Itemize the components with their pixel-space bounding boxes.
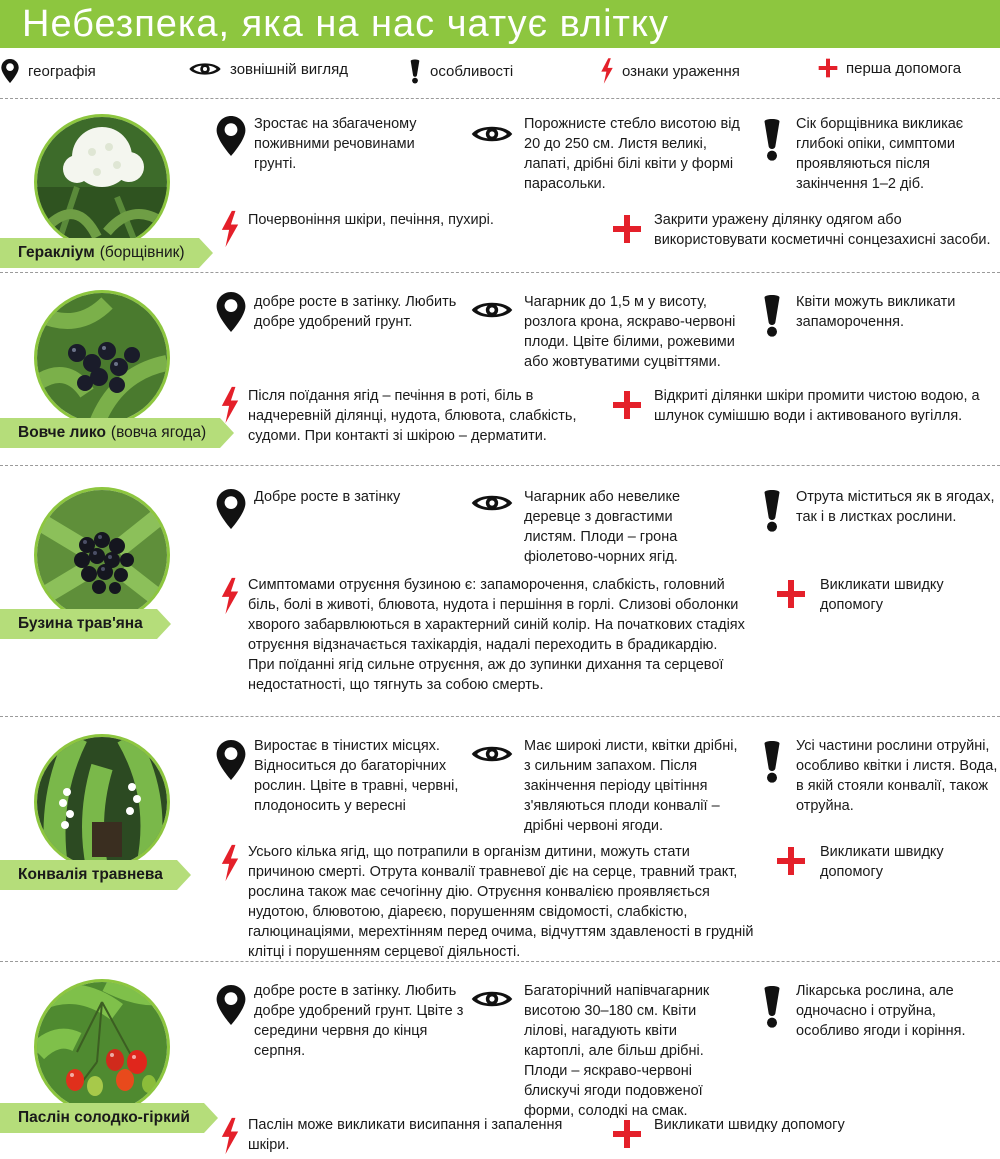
- first-aid-text: Викликати швидку допомогу: [654, 1117, 845, 1133]
- first-aid-text: Закрити уражену ділянку одягом або використовувати косметичні сонцезахисні засоби.: [654, 212, 991, 248]
- lightning-icon: [220, 1117, 240, 1155]
- red-cross-icon: [776, 579, 806, 609]
- symptoms-text: Почервоніння шкіри, печіння, пухирі.: [248, 212, 494, 228]
- symptoms-text: Симптомами отруєння бузиною є: запаморочення, слабкість, головний біль, болі в животі, блювота, нудота і першіння в горлі. Слизові оболонки хворого забарвлюються в характерний синій колір. На початкових стадіях отруєння відзначається тахікардія, надалі переходить в брадикардію. При поїданні ягід сильне отруєння, аж до зупинки дихання та серцевої недостатності, що тягнуть за собою смерть.: [248, 577, 745, 693]
- first-aid-text: Відкриті ділянки шкіри промити чистою водою, а шлунок сумішшю води і активованого вугілля.: [654, 388, 980, 424]
- location-pin-icon: [215, 290, 247, 334]
- plant-section-bittersweet-nightshade: [0, 963, 1000, 1159]
- lightning-icon: [220, 386, 240, 424]
- divider: [0, 272, 1000, 273]
- plant-name: Конвалія травнева: [18, 866, 163, 883]
- appearance-text: Багаторічний напівчагарник висотою 30–180 см. Квіти лілові, нагадують квіти картоплі, але більш дрібні. Плоди – яскраво-червоні блискучі ягоди подовженої форми, солодкі на смак.: [524, 983, 710, 1119]
- plant-name-ribbon: [0, 238, 199, 268]
- legend-item-first-aid: [818, 58, 961, 78]
- location-pin-icon: [215, 738, 247, 782]
- plant-section-heracleum: [0, 100, 1000, 272]
- geography-text: добре росте в затінку. Любить добре удобрений грунт.: [254, 294, 457, 330]
- features-text: Квіти можуть викликати запаморочення.: [796, 294, 956, 330]
- geography-text: Зростає на збагаченому поживними речовинами грунті.: [254, 116, 417, 172]
- lightning-icon: [220, 844, 240, 882]
- first-aid-text: Викликати швидку допомогу: [820, 844, 944, 880]
- divider: [0, 716, 1000, 717]
- exclamation-icon: [762, 983, 782, 1029]
- lightning-icon: [220, 210, 240, 248]
- features-text: Усі частини рослини отруйні, особливо квітки і листя. Вода, в якій стояли конвалії, також отруйна.: [796, 738, 998, 814]
- legend-label: ознаки ураження: [622, 62, 740, 80]
- plant-section-daphne: [0, 274, 1000, 464]
- red-cross-icon: [818, 58, 838, 78]
- divider: [0, 465, 1000, 466]
- location-pin-icon: [215, 983, 247, 1027]
- appearance-text: Порожнисте стебло висотою від 20 до 250 см. Листя великі, лапаті, дрібні білі квіти у формі парасольки.: [524, 116, 740, 192]
- legend-item-features: [408, 58, 513, 84]
- plant-photo-daphne: [34, 290, 170, 426]
- red-cross-icon: [612, 1119, 642, 1149]
- appearance-text: Чагарник або невелике деревце з довгастими листям. Плоди – грона фіолетово-чорних ягід.: [524, 489, 681, 565]
- red-cross-icon: [612, 390, 642, 420]
- plant-name: Бузина трав'яна: [18, 615, 143, 632]
- plant-name-ribbon: [0, 860, 177, 890]
- exclamation-icon: [762, 116, 782, 162]
- plant-name-ribbon: [0, 1103, 204, 1133]
- plant-photo-heracleum: [34, 114, 170, 250]
- legend-label: географія: [28, 62, 96, 80]
- divider: [0, 961, 1000, 962]
- exclamation-icon: [762, 292, 782, 338]
- location-pin-icon: [0, 58, 20, 84]
- legend-label: перша допомога: [846, 59, 962, 77]
- location-pin-icon: [215, 114, 247, 158]
- legend-label: зовнішній вигляд: [230, 60, 348, 78]
- plant-name: Паслін солодко-гіркий: [18, 1109, 190, 1126]
- plant-alt-name: (вовча ягода): [110, 424, 207, 441]
- plant-name-ribbon: [0, 609, 157, 639]
- plant-name: Геракліум: [18, 244, 95, 261]
- plant-name: Вовче лико: [18, 424, 106, 441]
- exclamation-icon: [762, 738, 782, 784]
- location-pin-icon: [215, 487, 247, 531]
- red-cross-icon: [776, 846, 806, 876]
- features-text: Лікарська рослина, але одночасно і отруйна, особливо ягоди і коріння.: [796, 983, 966, 1039]
- eye-icon: [470, 296, 514, 324]
- lightning-icon: [220, 577, 240, 615]
- exclamation-icon: [762, 487, 782, 533]
- legend-item-appearance: [188, 58, 348, 80]
- features-text: Отрута міститься як в ягодах, так і в листках рослини.: [796, 489, 995, 525]
- plant-photo-bittersweet-nightshade: [34, 979, 170, 1115]
- lightning-icon: [600, 58, 614, 84]
- first-aid-text: Викликати швидку допомогу: [820, 577, 944, 613]
- eye-icon: [188, 58, 222, 80]
- symptoms-text: Після поїдання ягід – печіння в роті, біль в надчеревній ділянці, нудота, блювота, слабкість, судоми. При контакті зі шкірою – дерматити.: [248, 388, 577, 444]
- eye-icon: [470, 740, 514, 768]
- plant-section-elder: [0, 467, 1000, 715]
- plant-name-ribbon: [0, 418, 220, 448]
- plant-section-lily-of-the-valley: [0, 718, 1000, 960]
- appearance-text: Має широкі листи, квітки дрібні, з сильним запахом. Після закінчення періоду цвітіння з'являються плоди конвалії – дрібні червоні ягоди.: [524, 738, 738, 834]
- legend-item-geography: [0, 58, 96, 84]
- geography-text: Добре росте в затінку: [254, 489, 401, 505]
- plant-alt-name: (борщівник): [99, 244, 185, 261]
- features-text: Сік борщівника викликає глибокі опіки, симптоми проявляються після закінчення 1–2 діб.: [796, 116, 964, 192]
- eye-icon: [470, 489, 514, 517]
- geography-text: добре росте в затінку. Любить добре удобрений грунт. Цвіте з середини червня до кінця серпня.: [254, 983, 464, 1059]
- legend-label: особливості: [430, 62, 514, 80]
- red-cross-icon: [612, 214, 642, 244]
- exclamation-icon: [408, 58, 422, 84]
- header-banner: [0, 0, 1000, 48]
- legend-item-symptoms: [600, 58, 740, 84]
- symptoms-text: Усього кілька ягід, що потрапили в організм дитини, можуть стати причиною смерті. Отрута конвалії травневої діє на серце, травний тракт, рослина також має сечогінну дію. Отруєння конвалією проявляється нудотою, блювотою, діареєю, порушенням свідомості, слабкістю, галюцинаціями, мерехтінням перед очима, відчуттям здавленості в грудній клітці і порушенням серцевої діяльності.: [248, 844, 754, 960]
- symptoms-text: Паслін може викликати висипання і запалення шкіри.: [248, 1117, 563, 1153]
- plant-photo-lily-of-the-valley: [34, 734, 170, 870]
- legend: [0, 52, 1000, 92]
- plant-photo-elder: [34, 487, 170, 623]
- page-title: Небезпека, яка на нас чатує влітку: [22, 3, 669, 45]
- geography-text: Виростає в тінистих місцях. Відноситься до багаторічних рослин. Цвіте в травні, червні, плодоносить у вересні: [254, 738, 459, 814]
- appearance-text: Чагарник до 1,5 м у висоту, розлога крона, яскраво-червоні плоди. Цвіте білими, рожевими або жовтуватими суцвіттями.: [524, 294, 736, 370]
- eye-icon: [470, 985, 514, 1013]
- divider: [0, 98, 1000, 99]
- eye-icon: [470, 120, 514, 148]
